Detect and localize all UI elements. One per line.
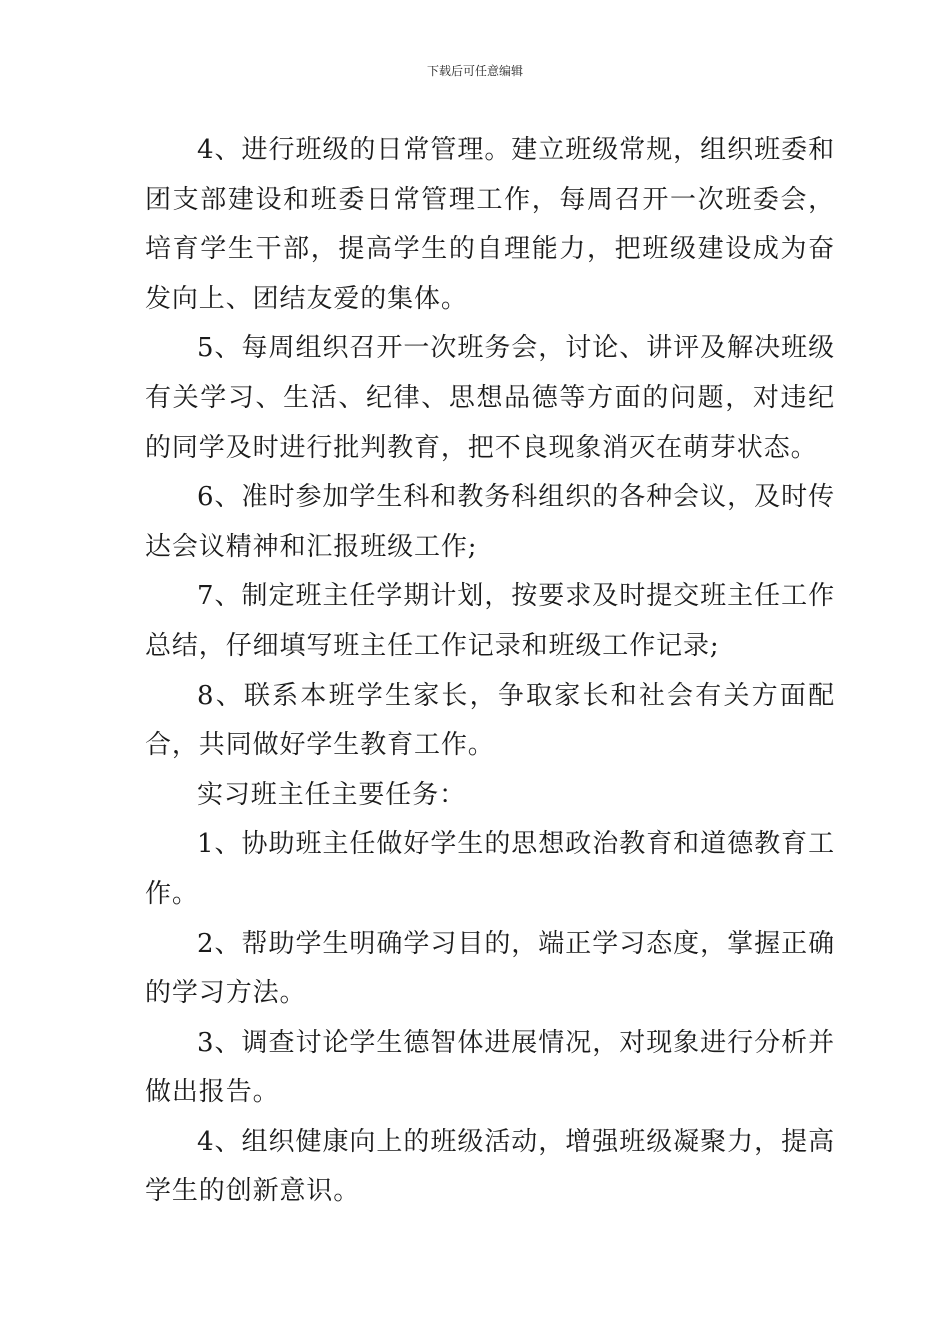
paragraph-intern-task-4: 4、组织健康向上的班级活动，增强班级凝聚力，提高学生的创新意识。 <box>145 1126 835 1207</box>
paragraph-item-8-contact-parents: 8、联系本班学生家长，争取家长和社会有关方面配合，共同做好学生教育工作。 <box>145 680 835 761</box>
document-body <box>145 126 835 1217</box>
paragraph-item-5-class-meeting: 5、每周组织召开一次班务会，讨论、讲评及解决班级有关学习、生活、纪律、思想品德等方面的问题，对违纪的同学及时进行批判教育，把不良现象消灭在萌芽状态。 <box>145 333 835 463</box>
paragraph-intern-task-3: 3、调查讨论学生德智体进展情况，对现象进行分析并做出报告。 <box>145 1027 835 1108</box>
paragraph-item-7-semester-plan: 7、制定班主任学期计划，按要求及时提交班主任工作总结，仔细填写班主任工作记录和班级工作记录; <box>145 581 835 661</box>
section-heading-intern-tasks: 实习班主任主要任务： <box>197 779 467 810</box>
paragraph-intern-task-1: 1、协助班主任做好学生的思想政治教育和道德教育工作。 <box>145 829 835 909</box>
paragraph-item-4-daily-management: 4、进行班级的日常管理。建立班级常规，组织班委和团支部建设和班委日常管理工作，每周召开一次班委会，培育学生干部，提高学生的自理能力，把班级建设成为奋发向上、团结友爱的集体。 <box>145 135 835 314</box>
paragraph-item-6-attend-meetings: 6、准时参加学生科和教务科组织的各种会议，及时传达会议精神和汇报班级工作; <box>145 482 835 562</box>
paragraph-intern-task-2: 2、帮助学生明确学习目的，端正学习态度，掌握正确的学习方法。 <box>145 928 835 1009</box>
page-header-note: 下载后可任意编辑 <box>426 64 523 78</box>
